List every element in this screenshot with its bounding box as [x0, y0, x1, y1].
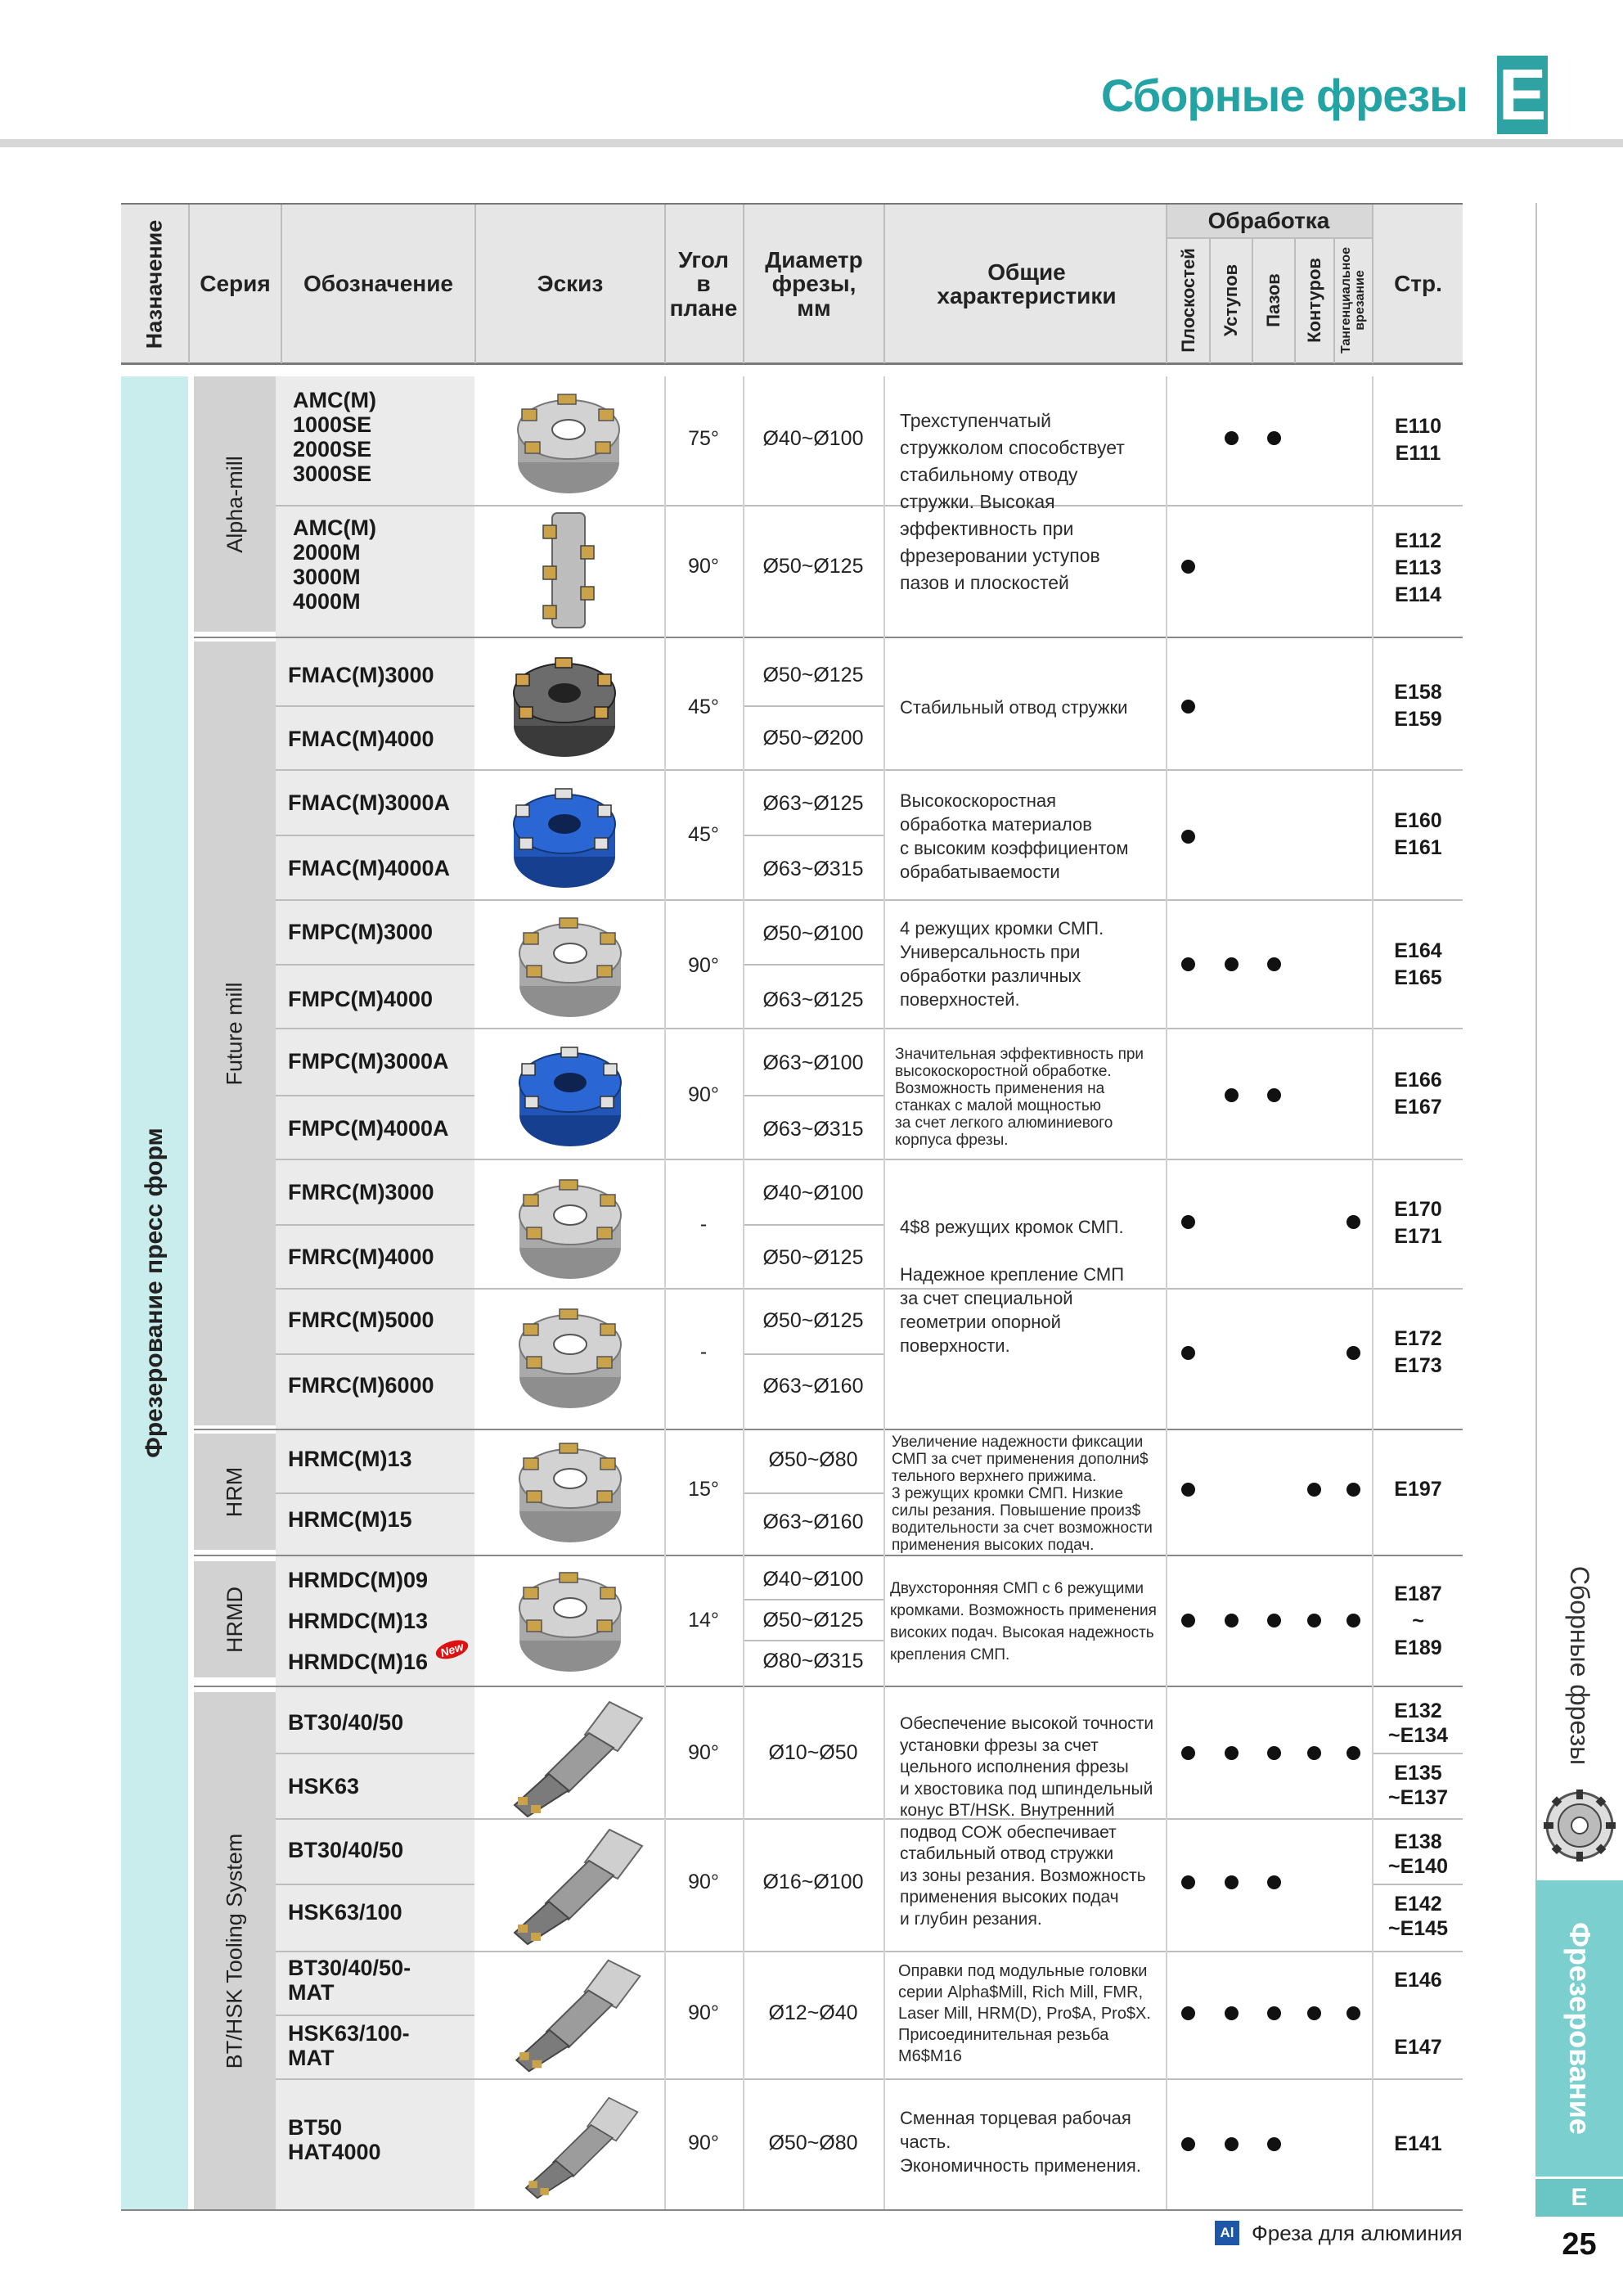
- pages-bt4: E141: [1394, 2132, 1442, 2155]
- features-hrmdc: Двухсторонняя СМП с 6 режущими кромками. Возможность применения високих подач. Высокая надежность крепления СМП.: [890, 1580, 1157, 1663]
- dot-bt3-slot: [1267, 2006, 1281, 2020]
- section-letter: E: [1498, 54, 1547, 135]
- dot-hrmdc-shoulder: [1225, 1614, 1239, 1627]
- product-code-bt4: BT50 HAT4000: [288, 2115, 381, 2164]
- dot-bt2-flat: [1181, 1875, 1195, 1889]
- dot-fmrc1-tangent: [1347, 1215, 1360, 1229]
- features-hrmc: Увеличение надежности фиксации СМП за счет применения дополни$ тельного верхнего прижима. 3 режущих кромки СМП. Низкие силы резания. Повышение произ$ водительности за счет возможности применения высоких подач.: [892, 1434, 1153, 1554]
- sketch-hrmdc: [509, 1563, 632, 1677]
- angle-hrmdc: 14°: [688, 1609, 719, 1632]
- header-angle: Угол в плане: [669, 246, 738, 321]
- product-code-hrmdc-1: HRMDC(M)09: [288, 1568, 428, 1592]
- dot-bt1-flat: [1181, 1746, 1195, 1760]
- pages-amc2: E112 E113 E114: [1394, 529, 1441, 606]
- dot-bt1-contour: [1307, 1746, 1321, 1760]
- sketch-bt2: [495, 1821, 650, 1952]
- dot-fmrc1-flat: [1181, 1215, 1195, 1229]
- header-page: Стр.: [1394, 271, 1442, 297]
- pages-fmpc: E164 E165: [1394, 939, 1442, 989]
- product-code-bt2-1: BT30/40/50: [288, 1838, 404, 1862]
- dot-bt3-flat: [1181, 2006, 1195, 2020]
- product-code-fmrc2-2: FMRC(M)6000: [288, 1373, 434, 1398]
- features-bt4: Сменная торцевая рабочая часть. Экономичность применения.: [900, 2108, 1141, 2176]
- aluminium-icon: Al: [1215, 2221, 1239, 2245]
- dot-amc2-flat: [1181, 560, 1195, 574]
- dot-amc1-shoulder: [1225, 431, 1239, 445]
- dot-hrmc-contour: [1307, 1483, 1321, 1497]
- series-hrm: HRM: [222, 1466, 247, 1517]
- pages-fmrc2: E172 E173: [1394, 1327, 1442, 1377]
- dot-fmrc2-flat: [1181, 1346, 1195, 1360]
- product-code-fmpc-1: FMPC(M)3000: [288, 920, 434, 944]
- pages-amc1: E110 E111: [1394, 415, 1441, 465]
- header-proc-tangent: Тангенциальное врезание: [1339, 246, 1368, 354]
- sketch-fmpc: [509, 908, 632, 1023]
- series-bt: BT/HSK Tooling System: [222, 1833, 247, 2069]
- angle-fmpc: 90°: [688, 954, 719, 977]
- pages-fmaca: E160 E161: [1394, 809, 1442, 859]
- pages-hrmc: E197: [1394, 1478, 1442, 1501]
- footer-legend: Фреза для алюминия: [1252, 2221, 1463, 2245]
- dot-fmpca-slot: [1267, 1088, 1281, 1102]
- product-code-amc1: AMC(M) 1000SE 2000SE 3000SE: [293, 388, 376, 486]
- features-bt: Обеспечение высокой точности установки фрезы за счет цельного исполнения фрезы и хвостовика под шпиндельный конус BT/HSK. Внутренний подвод СОЖ обеспечивает стабильный отвод стружки из зоны резания. Возможность применения высоких подач и глубин резания.: [900, 1714, 1154, 1929]
- product-code-fmpca-2: FMPC(M)4000A: [288, 1116, 449, 1141]
- pages-bt3-2: E147: [1394, 2036, 1442, 2059]
- product-code-hrmc-2: HRMC(M)15: [288, 1507, 412, 1532]
- dia-fmaca-1: Ø63~Ø125: [762, 792, 864, 815]
- dot-fmpc-shoulder: [1225, 957, 1239, 971]
- pages-fmac: E158 E159: [1394, 681, 1442, 731]
- sketch-fmac: [503, 648, 626, 763]
- product-code-bt2-2: HSK63/100: [288, 1900, 402, 1925]
- product-code-fmpc-2: FMPC(M)4000: [288, 987, 434, 1011]
- dot-fmrc2-tangent: [1347, 1346, 1360, 1360]
- angle-hrmc: 15°: [688, 1478, 719, 1501]
- sketch-hrmc: [509, 1434, 632, 1548]
- product-code-fmrc1-1: FMRC(M)3000: [288, 1180, 434, 1204]
- pages-fmrc1: E170 E171: [1394, 1198, 1442, 1248]
- sidebar-tab-label: Фрезерование: [1562, 1922, 1597, 2135]
- dia-hrmc-2: Ø63~Ø160: [762, 1510, 864, 1533]
- header-sketch: Эскиз: [537, 271, 604, 297]
- angle-bt2: 90°: [688, 1871, 719, 1893]
- sketch-amc2: [507, 509, 630, 632]
- dot-fmaca-flat: [1181, 830, 1195, 844]
- dot-bt4-slot: [1267, 2137, 1281, 2151]
- features-amc: Трехступенчатый стружколом способствует стабильному отводу стружки. Высокая эффективность при фрезеровании уступов пазов и плоскостей: [900, 410, 1125, 593]
- purpose-label: Фрезерование пресс форм: [141, 1128, 168, 1458]
- page-title: Сборные фрезы: [1100, 70, 1468, 121]
- header-proc-flat: Плоскостей: [1177, 248, 1198, 353]
- product-code-fmac-1: FMAC(M)3000: [288, 663, 434, 687]
- angle-amc1: 75°: [688, 427, 719, 450]
- dot-bt2-slot: [1267, 1875, 1281, 1889]
- dot-amc1-slot: [1267, 431, 1281, 445]
- features-fmrc: 4$8 режущих кромок СМП. Надежное крепление СМП за счет специальной геометрии опорной поверхности.: [900, 1217, 1125, 1356]
- sketch-bt3: [495, 1952, 650, 2079]
- sketch-bt1: [495, 1694, 650, 1825]
- dot-hrmdc-contour: [1307, 1614, 1321, 1627]
- product-code-fmaca-2: FMAC(M)4000A: [288, 856, 451, 880]
- angle-fmrc1: -: [699, 1213, 708, 1236]
- product-code-fmrc2-1: FMRC(M)5000: [288, 1308, 434, 1332]
- dia-fmpc-1: Ø50~Ø100: [762, 922, 864, 945]
- angle-bt1: 90°: [688, 1741, 719, 1764]
- angle-bt3: 90°: [688, 2001, 719, 2024]
- product-code-hrmdc-3: HRMDC(M)16: [288, 1650, 428, 1674]
- pages-fmpca: E166 E167: [1394, 1069, 1442, 1119]
- sidebar-label: Сборные фрезы: [1565, 1565, 1594, 1765]
- dot-hrmc-tangent: [1347, 1483, 1360, 1497]
- product-code-fmac-2: FMAC(M)4000: [288, 727, 434, 751]
- series-future: Future mill: [222, 981, 247, 1086]
- header-proc-contour: Контуров: [1304, 258, 1325, 343]
- product-code-amc2: AMC(M) 2000M 3000M 4000M: [293, 515, 376, 614]
- product-code-hrmdc-2: HRMDC(M)13: [288, 1609, 428, 1633]
- header-proc-slot: Пазов: [1263, 273, 1284, 327]
- features-fmac: Стабильный отвод стружки: [900, 697, 1128, 718]
- dia-fmac-1: Ø50~Ø125: [762, 664, 864, 687]
- header-designation: Обозначение: [303, 271, 454, 297]
- sketch-fmaca: [503, 779, 626, 894]
- pages-hrmdc: E187 ~ E189: [1394, 1582, 1442, 1659]
- dia-fmpca-1: Ø63~Ø100: [762, 1051, 864, 1074]
- dia-fmaca-2: Ø63~Ø315: [762, 858, 864, 880]
- header-proc-shoulder: Уступов: [1221, 263, 1241, 337]
- angle-fmac: 45°: [688, 696, 719, 718]
- sketch-amc1: [507, 385, 630, 499]
- code-band: [276, 376, 474, 2209]
- dia-amc1: Ø40~Ø100: [762, 427, 864, 450]
- dia-fmac-2: Ø50~Ø200: [762, 727, 864, 750]
- milling-cutter-icon: [1542, 1788, 1617, 1863]
- product-code-fmrc1-2: FMRC(M)4000: [288, 1245, 434, 1269]
- dia-bt4: Ø50~Ø80: [768, 2132, 858, 2154]
- dia-bt1: Ø10~Ø50: [768, 1741, 858, 1764]
- dot-fmpca-shoulder: [1225, 1088, 1239, 1102]
- angle-bt4: 90°: [688, 2132, 719, 2154]
- product-code-fmaca-1: FMAC(M)3000A: [288, 790, 451, 815]
- dot-bt4-flat: [1181, 2137, 1195, 2151]
- header-purpose: Назначение: [142, 219, 167, 349]
- features-fmpca: Значительная эффективность при высокоскоростной обработке. Возможность применения на станках с малой мощностью за счет легкого алюминиевого корпуса фрезы.: [895, 1046, 1144, 1149]
- product-code-bt1-1: BT30/40/50: [288, 1710, 404, 1735]
- angle-amc2: 90°: [688, 555, 719, 578]
- header-processing: Обработка: [1207, 208, 1330, 234]
- dia-bt3: Ø12~Ø40: [768, 2001, 858, 2024]
- series-alpha: Alpha-mill: [222, 455, 247, 553]
- angle-fmrc2: -: [699, 1340, 708, 1363]
- dia-fmrc2-2: Ø63~Ø160: [762, 1375, 864, 1398]
- sketch-bt4: [507, 2091, 646, 2205]
- sketch-fmrc1: [509, 1170, 632, 1285]
- product-code-fmpca-1: FMPC(M)3000A: [288, 1049, 449, 1074]
- pages-bt3-1: E146: [1394, 1969, 1442, 1992]
- dot-hrmdc-slot: [1267, 1614, 1281, 1627]
- pages-bt1-1: E132 ~E134: [1388, 1699, 1448, 1747]
- dot-fmpc-flat: [1181, 957, 1195, 971]
- pages-bt2-2: E142 ~E145: [1388, 1893, 1448, 1940]
- dot-hrmdc-flat: [1181, 1614, 1195, 1627]
- dot-fmpc-slot: [1267, 957, 1281, 971]
- dot-bt2-shoulder: [1225, 1875, 1239, 1889]
- features-fmpc: 4 режущих кромки СМП. Универсальность при обработки различных поверхностей.: [900, 918, 1104, 1010]
- dia-bt2: Ø16~Ø100: [762, 1871, 864, 1893]
- header-rule: [0, 139, 1623, 147]
- dot-hrmdc-tangent: [1347, 1614, 1360, 1627]
- features-fmaca: Высокоскоростная обработка материалов с высоким коэффициентом обрабатываемости: [900, 790, 1129, 882]
- dot-bt3-contour: [1307, 2006, 1321, 2020]
- sketch-fmpca: [509, 1038, 632, 1152]
- features-bt3: Оправки под модульные головки серии Alpha$Mill, Rich Mill, FMR, Laser Mill, HRM(D), Pro$A, Pro$X. Присоединительная резьба M6$M16: [898, 1962, 1151, 2065]
- dia-fmpca-2: Ø63~Ø315: [762, 1118, 864, 1141]
- product-code-bt3-1: BT30/40/50- MAT: [288, 1956, 411, 2005]
- dia-hrmdc-1: Ø40~Ø100: [762, 1568, 864, 1591]
- sidebar-tab-letter: E: [1535, 2179, 1623, 2217]
- dot-bt1-shoulder: [1225, 1746, 1239, 1760]
- pages-bt2-1: E138 ~E140: [1388, 1830, 1448, 1878]
- pages-bt1-2: E135 ~E137: [1388, 1762, 1448, 1809]
- dia-hrmdc-2: Ø50~Ø125: [762, 1609, 864, 1632]
- dot-bt1-slot: [1267, 1746, 1281, 1760]
- header-series: Серия: [200, 271, 271, 297]
- dia-fmrc1-1: Ø40~Ø100: [762, 1182, 864, 1204]
- dia-fmrc2-1: Ø50~Ø125: [762, 1309, 864, 1332]
- page-number: 25: [1562, 2227, 1597, 2262]
- angle-fmaca: 45°: [688, 823, 719, 846]
- header-features: Общие характеристики: [937, 259, 1117, 308]
- dot-bt3-tangent: [1347, 2006, 1360, 2020]
- dia-hrmdc-3: Ø80~Ø315: [762, 1650, 864, 1672]
- header-diameter: Диаметр фрезы, мм: [765, 246, 863, 321]
- series-hrmd: HRMD: [222, 1586, 247, 1653]
- product-code-bt3-2: HSK63/100- MAT: [288, 2021, 410, 2070]
- angle-fmpca: 90°: [688, 1083, 719, 1106]
- dot-hrmc-flat: [1181, 1483, 1195, 1497]
- dia-fmpc-2: Ø63~Ø125: [762, 988, 864, 1011]
- dia-fmrc1-2: Ø50~Ø125: [762, 1246, 864, 1269]
- new-badge: New: [434, 1636, 470, 1663]
- dia-amc2: Ø50~Ø125: [762, 555, 864, 578]
- sketch-fmrc2: [509, 1299, 632, 1414]
- dot-fmac-flat: [1181, 700, 1195, 714]
- dot-bt1-tangent: [1347, 1746, 1360, 1760]
- product-code-bt1-2: HSK63: [288, 1774, 360, 1799]
- dot-bt3-shoulder: [1225, 2006, 1239, 2020]
- product-code-hrmc-1: HRMC(M)13: [288, 1447, 412, 1471]
- dot-bt4-shoulder: [1225, 2137, 1239, 2151]
- dia-hrmc-1: Ø50~Ø80: [768, 1448, 858, 1471]
